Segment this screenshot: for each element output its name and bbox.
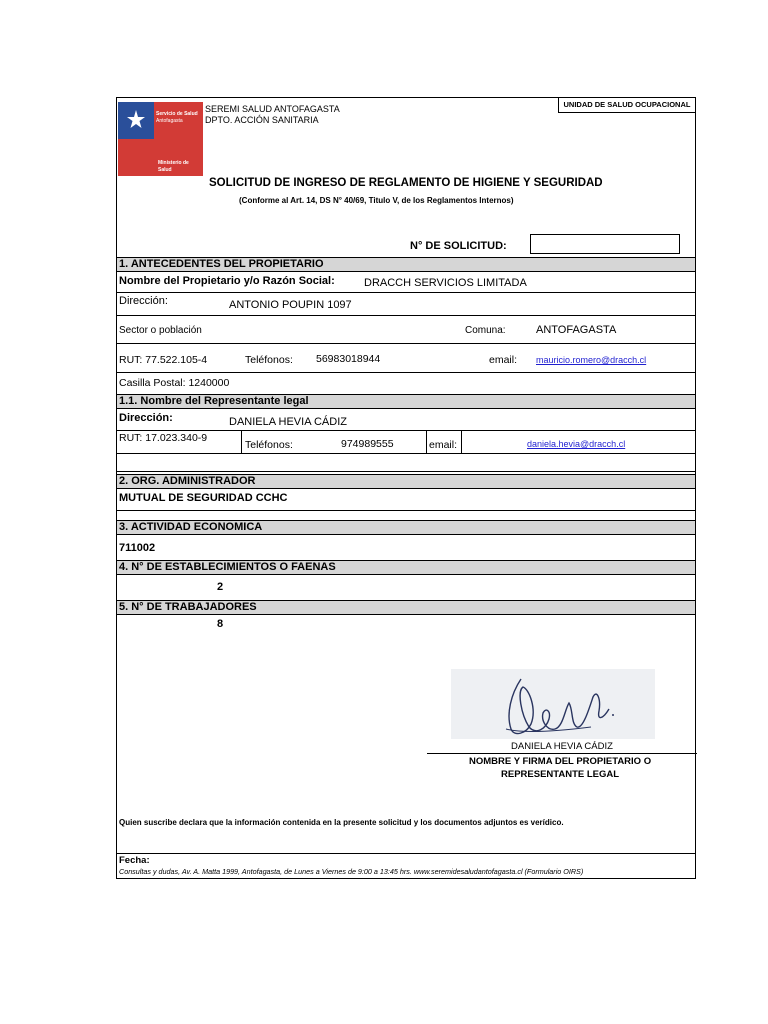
form-title: SOLICITUD DE INGRESO DE REGLAMENTO DE HIGIENE Y SEGURIDAD bbox=[209, 177, 603, 189]
section-11-heading-band bbox=[117, 394, 695, 409]
activity-value: 711002 bbox=[119, 542, 156, 554]
section-1-heading: 1. ANTECEDENTES DEL PROPIETARIO bbox=[119, 258, 324, 270]
rep-address-value: DANIELA HEVIA CÁDIZ bbox=[229, 416, 347, 428]
section-4-heading: 4. N° DE ESTABLECIMIENTOS O FAENAS bbox=[119, 561, 336, 573]
signature-line bbox=[427, 753, 697, 754]
logo-text-1: Servicio de Salud bbox=[156, 111, 198, 117]
owner-label: Nombre del Propietario y/o Razón Social: bbox=[119, 275, 335, 287]
form-frame bbox=[116, 97, 696, 879]
solicitud-input[interactable] bbox=[530, 234, 680, 254]
fecha-label: Fecha: bbox=[119, 855, 150, 866]
signature-area bbox=[451, 669, 655, 739]
section-1-heading-band bbox=[117, 257, 695, 272]
logo-text-2: Antofagasta bbox=[156, 118, 183, 124]
section-2-heading: 2. ORG. ADMINISTRADOR bbox=[119, 475, 256, 487]
org-line-1: SEREMI SALUD ANTOFAGASTA bbox=[205, 104, 340, 114]
org-admin-value: MUTUAL DE SEGURIDAD CCHC bbox=[119, 492, 288, 504]
establishments-value: 2 bbox=[217, 581, 224, 593]
section-3-heading-band bbox=[117, 520, 695, 535]
comuna-label: Comuna: bbox=[465, 325, 506, 336]
email-link-owner[interactable]: mauricio.romero@dracch.cl bbox=[536, 355, 647, 365]
section-2-heading-band bbox=[117, 474, 695, 489]
signature-caption-1: NOMBRE Y FIRMA DEL PROPIETARIO O bbox=[469, 756, 652, 767]
comuna-value: ANTOFAGASTA bbox=[536, 324, 617, 336]
logo-text-4: Salud bbox=[158, 167, 172, 173]
rep-address-label: Dirección: bbox=[119, 412, 173, 424]
rut-rep: RUT: 17.023.340-9 bbox=[119, 432, 208, 444]
signature-caption-2: REPRESENTANTE LEGAL bbox=[501, 769, 620, 780]
handwritten-signature bbox=[451, 669, 655, 739]
form-subtitle: (Conforme al Art. 14, DS N° 40/69, Titulo V, de los Reglamentos Internos) bbox=[239, 196, 514, 205]
section-5-heading-band bbox=[117, 600, 695, 615]
phones-value: 56983018944 bbox=[316, 353, 381, 365]
workers-value: 8 bbox=[217, 618, 224, 630]
section-3-heading: 3. ACTIVIDAD ECONOMICA bbox=[119, 521, 263, 533]
rep-phones-value: 974989555 bbox=[341, 438, 394, 450]
phones-label: Teléfonos: bbox=[245, 354, 293, 366]
rut-owner: RUT: 77.522.105-4 bbox=[119, 354, 208, 366]
sector-label: Sector o población bbox=[119, 325, 202, 336]
logo-text-3: Ministerio de bbox=[158, 160, 189, 166]
rep-email-label: email: bbox=[429, 439, 458, 451]
address-value: ANTONIO POUPIN 1097 bbox=[229, 299, 352, 311]
section-11-heading: 1.1. Nombre del Representante legal bbox=[119, 395, 309, 407]
unit-box: UNIDAD DE SALUD OCUPACIONAL bbox=[558, 98, 695, 113]
coat-of-arms-icon bbox=[124, 108, 148, 132]
email-label: email: bbox=[489, 354, 518, 366]
org-line-2: DPTO. ACCIÓN SANITARIA bbox=[205, 115, 319, 125]
address-label: Dirección: bbox=[119, 295, 168, 307]
owner-value: DRACCH SERVICIOS LIMITADA bbox=[364, 277, 527, 289]
rep-phones-label: Teléfonos: bbox=[245, 439, 293, 451]
signer-name: DANIELA HEVIA CÁDIZ bbox=[511, 741, 613, 752]
consultas-text: Consultas y dudas, Av. A. Matta 1999, Antofagasta, de Lunes a Viernes de 9:00 a 13:45 hrs. www.seremidesaludantofagasta.cl (Formulario OIRS) bbox=[119, 867, 584, 876]
ministry-logo bbox=[118, 102, 203, 176]
solicitud-label: N° DE SOLICITUD: bbox=[410, 240, 507, 252]
section-4-heading-band bbox=[117, 560, 695, 575]
po-box: Casilla Postal: 1240000 bbox=[119, 377, 230, 389]
declaration-text: Quien suscribe declara que la información contenida en la presente solicitud y los documentos adjuntos es verídico. bbox=[119, 818, 564, 827]
section-5-heading: 5. N° DE TRABAJADORES bbox=[119, 601, 257, 613]
email-link-rep[interactable]: daniela.hevia@dracch.cl bbox=[527, 439, 626, 449]
